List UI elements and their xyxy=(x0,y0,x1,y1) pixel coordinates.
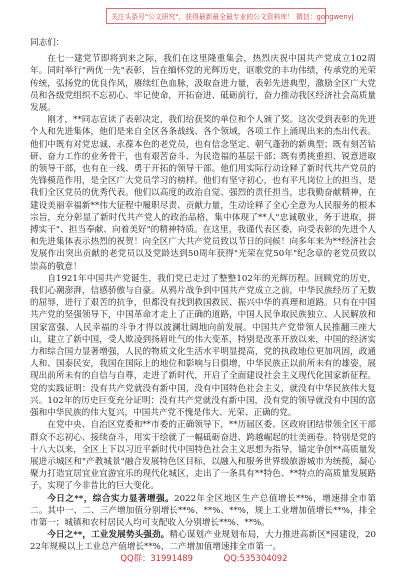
paragraph-2: 刚才，**同志宣读了表彰决定，我们给获奖的单位和个人颁了奖。这次受到表彰的先进个人和先进集体，他们是来自全区各条战线、各个领域，各项工作上涌现出来的杰出代表。他们中既有对党忠诚、永葆本色的老党员，也有信念坚定、朝气蓬勃的新典型；既有刻苦钻研、奋力工作的业务骨干，也有艰苦奋斗、为民造福的基层干部；既有勇挑重担、锐意进取的领导干部，也有在一线、勇于开拓的领导干部。他们用实际行动诠释了新时代共产党员的先锋模范作用，是全区广大党员学习的榜样。他们有坚守初心，也有平凡岗位上的担当，是我们全区党员的优秀代表。他们以高度的政治自觉、强烈的责任担当，忠我勤奋献精神，在建设美丽幸福新**伟大征程中履职尽责、贡献力量，生动诠释了全心全意为人民服务的根本宗旨，充分彰显了新时代共产党人的政治品格，集中体现了**人"忠诚敬业，务于进取，拼搏实干"、担当奉献、向着美好"的精神特质。在这里，我谨代表区委，向受表彰的先进个人和先进集体表示热烈的祝贺！向全区广大共产党员致以节日的问候！向多年来为**经济社会发展作出突出贡献的老党员以及党龄达到50周年获得"光荣在党50年"纪念章的老党员致以崇高的敬意！ xyxy=(30,115,376,272)
paragraph-lead: 今日之**，工业发展势头强劲。 xyxy=(47,530,170,541)
speech-body xyxy=(30,37,376,554)
paragraph-lead: 今日之**，综合实力显著增强。 xyxy=(47,493,175,504)
paragraph-6: 今日之**，工业发展势头强劲。精心谋划产业规划布局，大力推进高新区*园建设，2022年规模以上工业总产值增长**%，二产增加值增速排全市第一。 xyxy=(30,530,376,553)
paragraph-5: 今日之**，综合实力显著增强。2022年全区地区生产总值增长**%，增速排全市第二。其中一、二、三产增加值分别增长**%、**%、**%，规上工业增加值增长**%，排全市第一；城镇和农村居民人均可支配收入分别增长**%、**%。 xyxy=(30,493,376,528)
paragraph-3: 自1921年中国共产党诞生，我们党已走过了整整102年的光辉历程。回顾党的历史，我们心潮澎湃，信感骄傲与自豪。从鸦片战争到中国共产党成立之前，中华民族经历了无数的屈辱，进行了艰苦的抗争，但都没有找到救国救民、振兴中华的真理和道路。只有在中国共产党的坚强领导下，中国革命才走上了正确的道路，中国人民争取民族独立、人民解放和国家富强、人民幸福的斗争才得以波澜壮阔地向前发展。中国共产党带领人民推翻三座大山，建立了新中国，受人欺凌到扬眉吐气的伟大变革，特别是改革开放以来，中国的经济实力和综合国力显著增强，人民的物质文化生活水平明显提高，党的执政地位更加巩固，政通人和、国泰民安，我国在国际上的地位和影响与日俱增，中华民族正以前所未有的雄姿，展现出前所未有的自信与自尊，走进了新时代，开启了全面建设社会主义现代化国家新征程。党的实践证明：没有共产党就没有新中国，没有中国特色社会主义，就没有中华民族伟大复兴。102年的历史巨变充分证明：没有共产党就没有新中国，没有党的领导就没有中国的富强和中华民族的伟大复兴，中国共产党不愧是伟大、光荣、正确的党。 xyxy=(30,273,376,419)
top-banner: 关注头条号"公文研究"，获得最新最全最专业的公文资料库！ 微信：gongwenyj xyxy=(106,8,326,24)
footer-qq: QQ:535304092 xyxy=(223,553,288,563)
paragraph-4: 在党中央、自治区党委和**市委的正确领导下，**历届区委、区政府团结带领全区干部群众不忘初心、接续奋斗，用实干绘就了一幅砥砺奋进、跨越崛起的壮美画卷。特别是党的十八大以来，全区上下以习近平新时代中国特色社会主义思想为指导，锚定争创**高质量发展进示城区和"产教城景"融合发展特色区目标，以融入和服务世界级旅游城市为统揽，凝心聚力打造宜居宜业宜游宜乐的现代化城区，走出了一条具有**特色、**特点的高质量发展路子，实现了今非昔比的巨大变化。 xyxy=(30,420,376,492)
page-footer xyxy=(0,552,408,564)
footer-qq-group: QQ群：31991489 xyxy=(120,553,193,563)
paragraph-1: 在七一建党节即将到来之际，我们在这里隆重集会，热烈庆祝中国共产党成立102周年。同时举行"两优一先"表彰，旨在缅怀党的光辉历史，讴歌党的丰功伟绩，传承党的光荣传统，弘扬党的优良作风，赓续红色血脉，汲取奋进力量，表彰先进典型，激励全区广大党员和各级党组织不忘初心、牢记使命，开拓奋进、砥砺前行，奋力推动我区经济社会高质量发展。 xyxy=(30,54,376,114)
salutation: 同志们： xyxy=(30,38,65,48)
